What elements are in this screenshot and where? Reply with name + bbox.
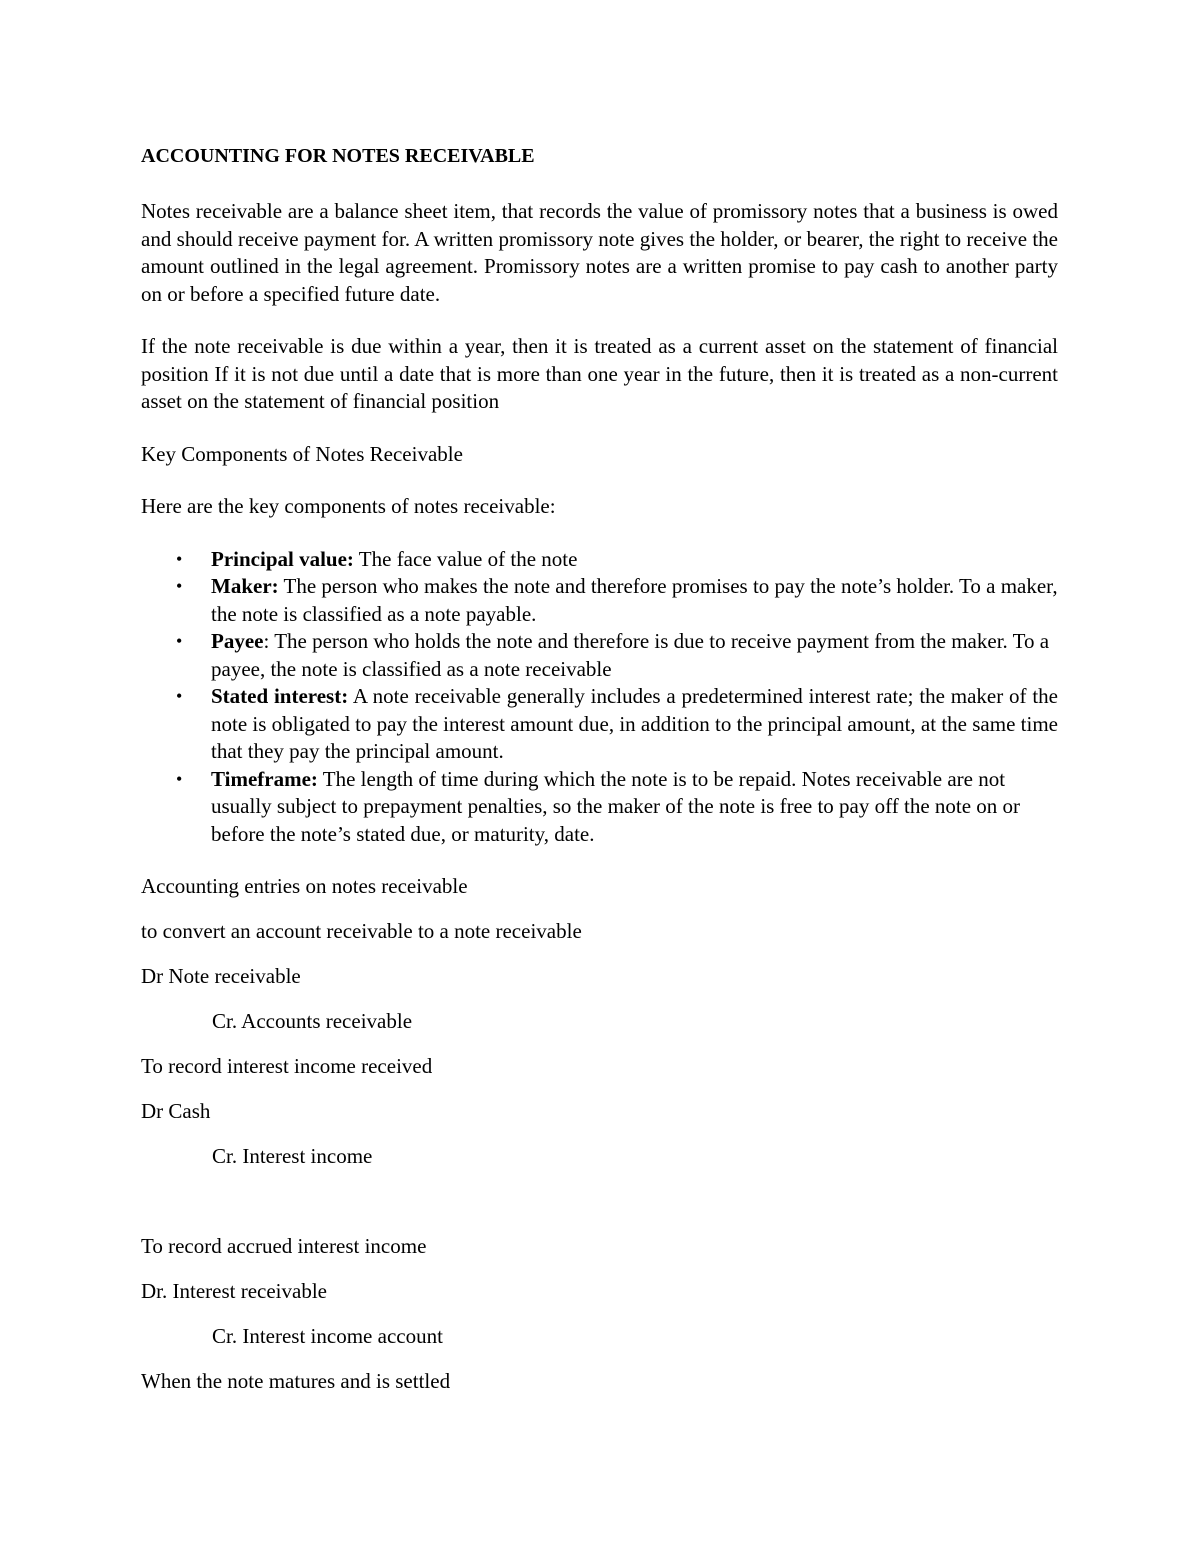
- document-title: ACCOUNTING FOR NOTES RECEIVABLE: [141, 145, 535, 167]
- interest-entry-label: To record interest income received: [141, 1054, 433, 1078]
- bullet-icon: •: [176, 686, 183, 706]
- component-term: Payee: [211, 629, 264, 653]
- list-item: [141, 683, 1058, 766]
- component-term: Stated interest:: [211, 684, 349, 708]
- interest-entry-debit: Dr Cash: [141, 1099, 211, 1123]
- key-components-intro: Here are the key components of notes receivable:: [141, 494, 556, 518]
- component-description: The person who makes the note and therefore promises to pay the note’s holder. To a maker, the note is classified as a note payable.: [211, 574, 1058, 626]
- list-item: [141, 766, 1058, 849]
- convert-entry-debit: Dr Note receivable: [141, 964, 301, 988]
- components-list: [141, 546, 1058, 849]
- convert-entry-credit: Cr. Accounts receivable: [212, 1009, 413, 1033]
- maturity-entry-label: When the note matures and is settled: [141, 1369, 451, 1393]
- list-item: [141, 628, 1058, 683]
- component-description: The length of time during which the note is to be repaid. Notes receivable are not usually subject to prepayment penalties, so the maker of the note is free to pay off the note on or before the note’s stated due, or maturity, date.: [211, 766, 1021, 846]
- interest-entry-credit: Cr. Interest income: [212, 1144, 373, 1168]
- accrued-entry-label: To record accrued interest income: [141, 1234, 427, 1258]
- classification-paragraph: If the note receivable is due within a year, then it is treated as a current asset on the statement of financial position If it is not due until a date that is more than one year in the future, then it is treated as a non-current asset on the statement of financial position: [141, 334, 1058, 413]
- bullet-icon: •: [176, 548, 183, 569]
- blank-line: [141, 1188, 1058, 1233]
- component-description: : The person who holds the note and therefore is due to receive payment from the maker. To a payee, the note is classified as a note receivable: [211, 629, 1050, 681]
- bullet-icon: •: [176, 768, 183, 789]
- bullet-icon: •: [176, 576, 183, 596]
- accrued-entry-debit: Dr. Interest receivable: [141, 1279, 327, 1303]
- intro-paragraph: Notes receivable are a balance sheet item, that records the value of promissory notes that a business is owed and should receive payment for. A written promissory note gives the holder, or bearer, the right to receive the amount outlined in the legal agreement. Promissory notes are a written promise to pay cash to another party on or before a specified future date.: [141, 199, 1058, 306]
- component-description: The face value of the note: [353, 546, 578, 571]
- key-components-heading: Key Components of Notes Receivable: [141, 441, 463, 466]
- component-term: Timeframe:: [211, 766, 318, 791]
- list-item: [141, 546, 1058, 574]
- component-term: Maker:: [211, 574, 279, 598]
- component-term: Principal value:: [211, 546, 354, 571]
- accrued-entry-credit: Cr. Interest income account: [212, 1324, 443, 1348]
- component-description: A note receivable generally includes a predetermined interest rate; the maker of the note is obligated to pay the interest amount due, in addition to the principal amount, at the same time that they pay the principal amount.: [211, 684, 1058, 763]
- bullet-icon: •: [176, 631, 183, 651]
- convert-entry-label: to convert an account receivable to a note receivable: [141, 919, 582, 943]
- list-item: [141, 573, 1058, 628]
- document-page: [141, 143, 1058, 1413]
- entries-heading: Accounting entries on notes receivable: [141, 874, 468, 898]
